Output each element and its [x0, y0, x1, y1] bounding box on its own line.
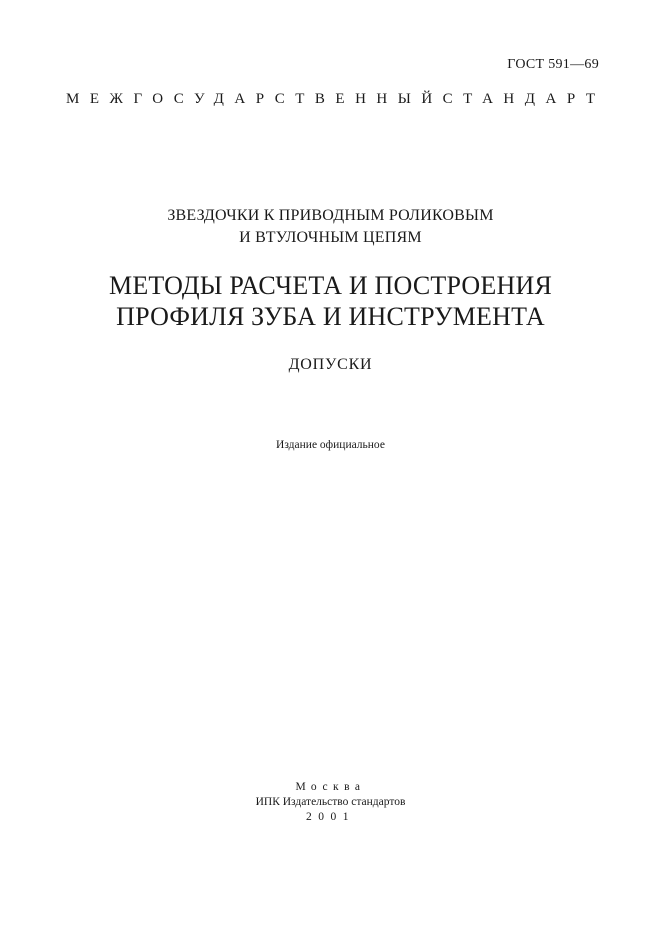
subject-heading: [0, 205, 661, 249]
main-title: [0, 270, 661, 332]
main-title-line-1: МЕТОДЫ РАСЧЕТА И ПОСТРОЕНИЯ: [109, 271, 552, 300]
main-title-line-2: ПРОФИЛЯ ЗУБА И ИНСТРУМЕНТА: [116, 302, 545, 331]
standard-kind-left: МЕЖГОСУДАРСТВЕННЫЙ: [66, 91, 443, 107]
edition-note: Издание официальное: [276, 439, 385, 451]
publication-year: 2001: [306, 811, 355, 823]
publisher-name: ИПК Издательство стандартов: [255, 796, 406, 808]
subject-line-1: ЗВЕЗДОЧКИ К ПРИВОДНЫМ РОЛИКОВЫМ: [167, 207, 494, 224]
document-number: ГОСТ 591—69: [507, 57, 599, 72]
standard-kind-heading: [66, 91, 606, 108]
subtitle: ДОПУСКИ: [288, 356, 373, 373]
publication-city: Москва: [295, 781, 366, 793]
standard-kind-right: СТАНДАРТ: [442, 91, 606, 107]
subject-line-2: И ВТУЛОЧНЫМ ЦЕПЯМ: [239, 229, 422, 246]
